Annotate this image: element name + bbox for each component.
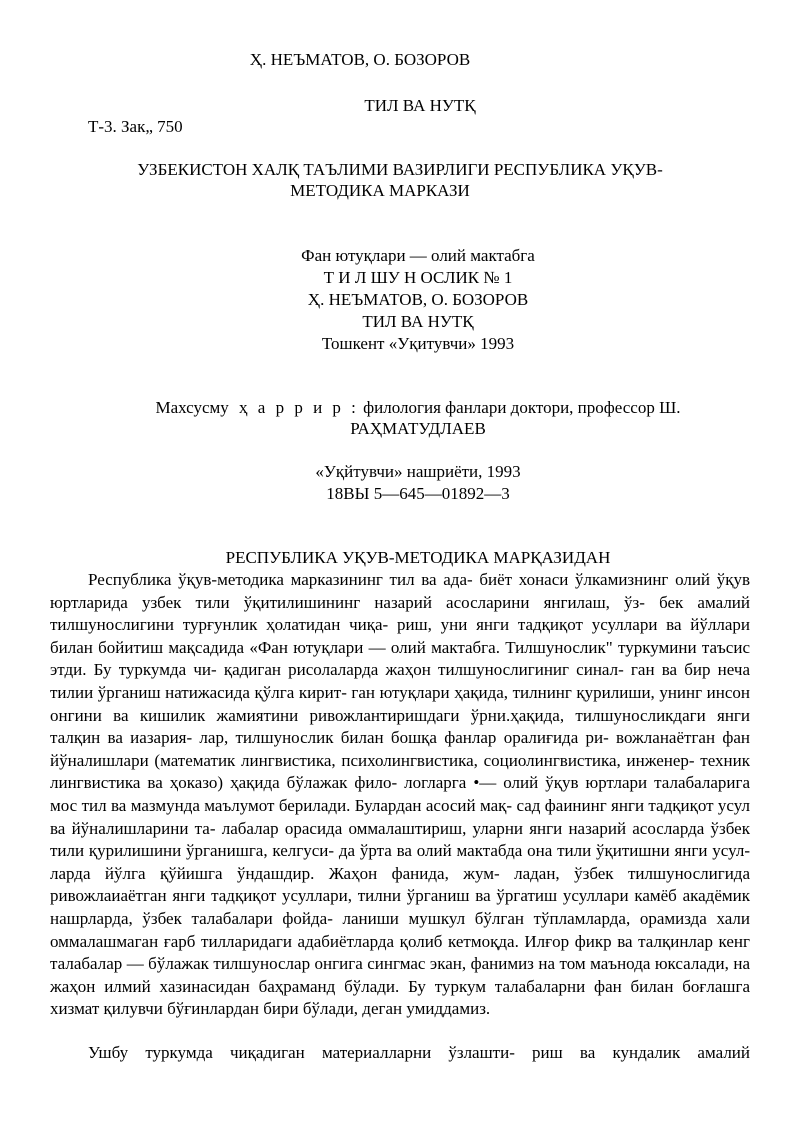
editor-text: филология фанлари доктори, профессор Ш. xyxy=(358,398,681,417)
series-authors: Ҳ. НЕЪМАТОВ, О. БОЗОРОВ xyxy=(307,290,529,309)
series-name: Фан ютуқлари — олий мактабга xyxy=(301,246,535,265)
section-paragraph-1: Республика ўқув-методика марказининг тил ва ада- биёт хонаси ўлкамизнинг олий ўқув юртларида узбек тили ўқитилишининг назарий асосларини янгилаш, ўз- бек амалий тилшунослигини турғунлик ҳолатидан чиқа- риш, уни янги тадқиқот усуллари ва йўллари билан бойитиш мақсадида «Фан ютуқлари — олий мактабга. Тилшунослик" туркумини таъсис этди. Бу туркумда чи- қадиган рисолаларда жаҳон тилшунослигиниг синал- ган ва бир неча тилии ўрганиш натижасида қўлга кирит- ган ютуқлари ҳақида, тилнинг қурилиши, унинг инсон онгини ва кишилик жамиятини ривожлантиришдаги ўрни.ҳақида, тилшуносликдаги янги талқин ва иазария- лар, тилшунослик билан бошқа фанлар оралиғида ри- вожланаётган фан йўналишлари (математик лингвистика, психолингвистика, социолингвистика, инженер- техник лингвистика ва ҳоказо) ҳақида бўлажак фило- логларга •— олий ўқув юртлари талабаларига мос тил ва мазмунда маълумот берилади. Булардан асосий мақ- сад фаининг янги тадқиқот усул ва йўналишларини та- лабалар орасида оммалаштириш, уларни янги назарий асосларда ўзбек тили қурилишини ўрганишга, келгуси- да ўрта ва олий мактабда она тили ўқитишни янги усул- ларда йўлга қўйишга ўндашдир. Жаҳон фанида, жум- ладан, ўзбек тилшунослигида ривожлаиаётган янги тадқиқот усуллари, тилни ўрганиш ва ўргатиш усуллари камёб акадёмик нашрларда, ўзбек талабалари фойда- ланиши мушкул бўлган тўпламларда, орамизда хали оммалашмаган ғарб тилларидаги адабиётларда қолиб кетмоқда. Илғор фикр ва талқинлар кенг талабалар — бўлажак тилшунослар онгига сингмас экан, фанимиз на том маънода юксалади, на жаҳон илмий хазинасидан баҳраманд бўлади. Бу туркум талабаларни фан билан боғлашга хизмат қилувчи бўғинлардан бири бўлади, деган умиддамиз. xyxy=(50,570,750,1019)
series-subseries: Т И Л ШУ Н ОСЛИК № 1 xyxy=(323,268,513,287)
series-imprint: Тошкент «Уқитувчи» 1993 xyxy=(321,334,515,353)
section-paragraph-2-start: Ушбу туркумда чиқадиган материалларни ўзлашти- риш ва кундалик амалий xyxy=(88,1043,750,1062)
series-title: ТИЛ ВА НУТҚ xyxy=(362,312,474,331)
editor-label-prefix: Махсусм xyxy=(155,398,221,417)
editor-label-spaced: у ҳ а р р и р : xyxy=(220,398,359,417)
editor-line xyxy=(18,398,800,418)
header-authors: Ҳ. НЕЪМАТОВ, О. БОЗОРОВ xyxy=(249,50,471,69)
publisher-line-1: УЗБЕКИСТОН ХАЛҚ ТАЪЛИМИ ВАЗИРЛИГИ РЕСПУБЛИКА УҚУВ- xyxy=(137,160,663,179)
order-number: Т-3. Зак„ 750 xyxy=(88,117,183,136)
publication-house: «Уқйтувчи» нашриёти, 1993 xyxy=(315,462,521,481)
header-title: ТИЛ ВА НУТҚ xyxy=(364,96,476,115)
publisher-line-2: МЕТОДИКА МАРКАЗИ xyxy=(290,181,470,200)
section-heading: РЕСПУБЛИКА УҚУВ-МЕТОДИКА МАРҚАЗИДАН xyxy=(225,548,611,567)
publication-isbn: 18ВЫ 5—645—01892—3 xyxy=(326,484,510,503)
editor-name: РАҲМАТУДЛАЕВ xyxy=(350,419,486,438)
